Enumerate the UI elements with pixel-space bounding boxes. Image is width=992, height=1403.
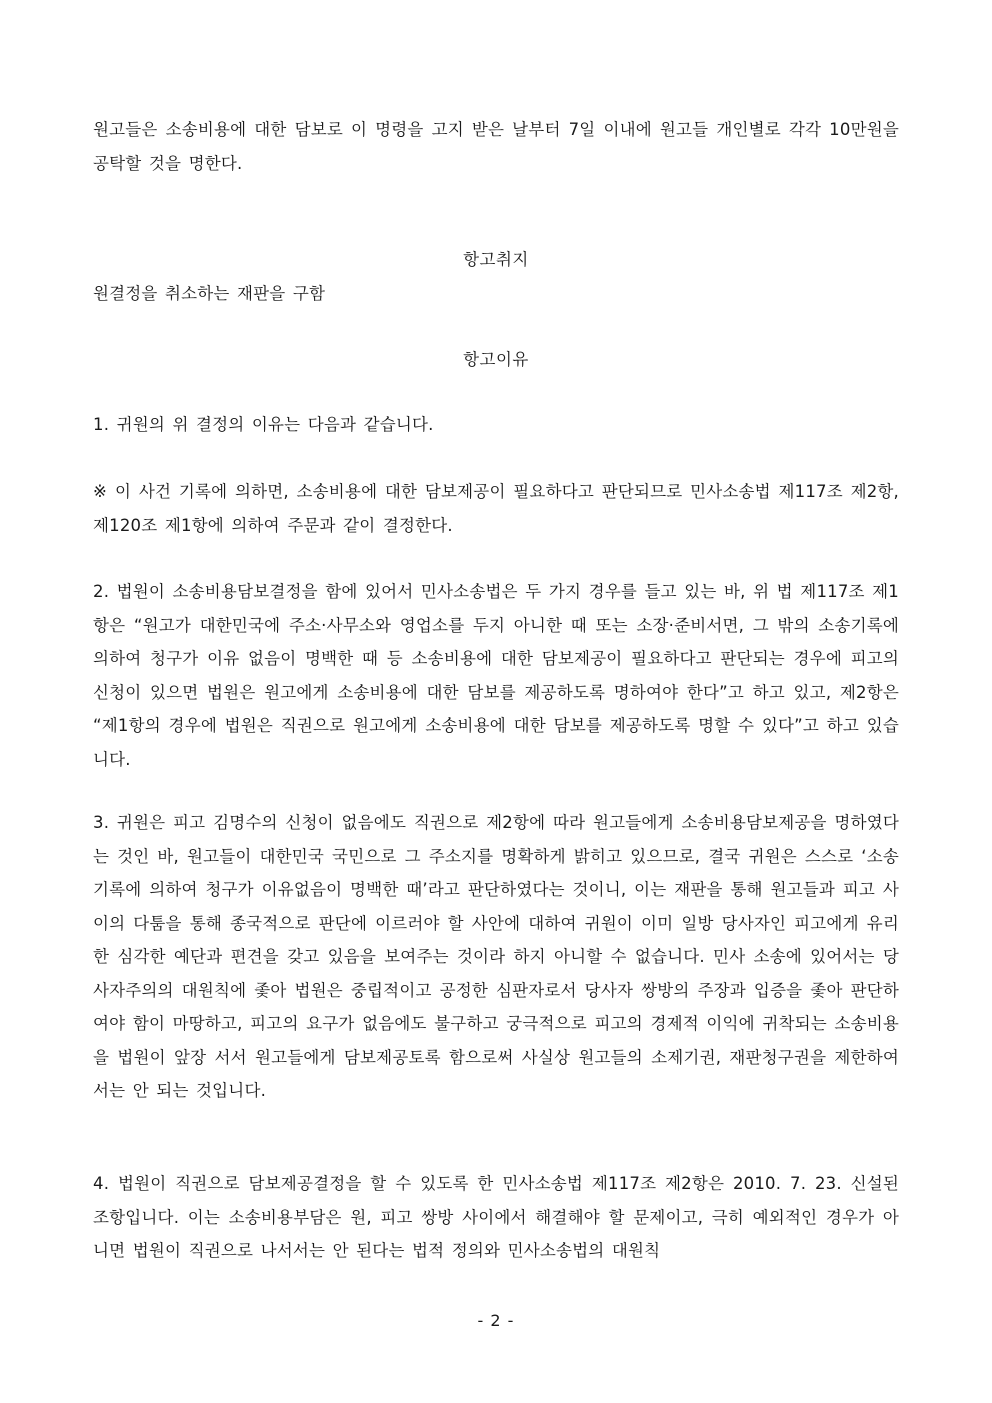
appeal-purpose-heading: 항고취지	[463, 250, 529, 269]
appeal-purpose-paragraph: 원결정을 취소하는 재판을 구함	[93, 284, 326, 303]
order-paragraph: 원고들은 소송비용에 대한 담보로 이 명령을 고지 받은 날부터 7일 이내에 원고들 개인별로 각각 10만원을 공탁할 것을 명한다.	[93, 120, 899, 173]
reason-1-paragraph: 1. 귀원의 위 결정의 이유는 다음과 같습니다.	[93, 415, 434, 434]
reason-2-paragraph: 2. 법원이 소송비용담보결정을 함에 있어서 민사소송법은 두 가지 경우를 들고 있는 바, 위 법 제117조 제1항은 “원고가 대한민국에 주소·사무소와 영업소를 두지 아니한 때 또는 소장·준비서면, 그 밖의 소송기록에 의하여 청구가 이유 없음이 명백한 때 등 소송비용에 대한 담보제공이 필요하다고 판단되는 경우에 피고의 신청이 있으면 법원은 원고에게 소송비용에 대한 담보를 제공하도록 명하여야 한다”고 하고 있고, 제2항은 “제1항의 경우에 법원은 직권으로 원고에게 소송비용에 대한 담보를 제공하도록 명할 수 있다”고 하고 있습니다.	[93, 582, 899, 769]
appeal-reasons-heading: 항고이유	[463, 350, 529, 369]
page-number: - 2 -	[477, 1311, 515, 1330]
reason-1-quote-paragraph: ※ 이 사건 기록에 의하면, 소송비용에 대한 담보제공이 필요하다고 판단되므로 민사소송법 제117조 제2항, 제120조 제1항에 의하여 주문과 같이 결정한다.	[93, 482, 899, 535]
reason-4-paragraph: 4. 법원이 직권으로 담보제공결정을 할 수 있도록 한 민사소송법 제117조 제2항은 2010. 7. 23. 신설된 조항입니다. 이는 소송비용부담은 원, 피고 쌍방 사이에서 해결해야 할 문제이고, 극히 예외적인 경우가 아니면 법원이 직권으로 나서서는 안 된다는 법적 정의와 민사소송법의 대원칙	[93, 1174, 899, 1260]
reason-3-paragraph: 3. 귀원은 피고 김명수의 신청이 없음에도 직권으로 제2항에 따라 원고들에게 소송비용담보제공을 명하였다는 것인 바, 원고들이 대한민국 국민으로 그 주소지를 명확하게 밝히고 있으므로, 결국 귀원은 스스로 ‘소송기록에 의하여 청구가 이유없음이 명백한 때’라고 판단하였다는 것이니, 이는 재판을 통해 원고들과 피고 사이의 다툼을 통해 종국적으로 판단에 이르러야 할 사안에 대하여 귀원이 이미 일방 당사자인 피고에게 유리한 심각한 예단과 편견을 갖고 있음을 보여주는 것이라 하지 아니할 수 없습니다. 민사 소송에 있어서는 당사자주의의 대원칙에 좇아 법원은 중립적이고 공정한 심판자로서 당사자 쌍방의 주장과 입증을 좇아 판단하여야 함이 마땅하고, 피고의 요구가 없음에도 불구하고 궁극적으로 피고의 경제적 이익에 귀착되는 소송비용을 법원이 앞장 서서 원고들에게 담보제공토록 함으로써 사실상 원고들의 소제기권, 재판청구권을 제한하여서는 안 되는 것입니다.	[93, 813, 899, 1100]
